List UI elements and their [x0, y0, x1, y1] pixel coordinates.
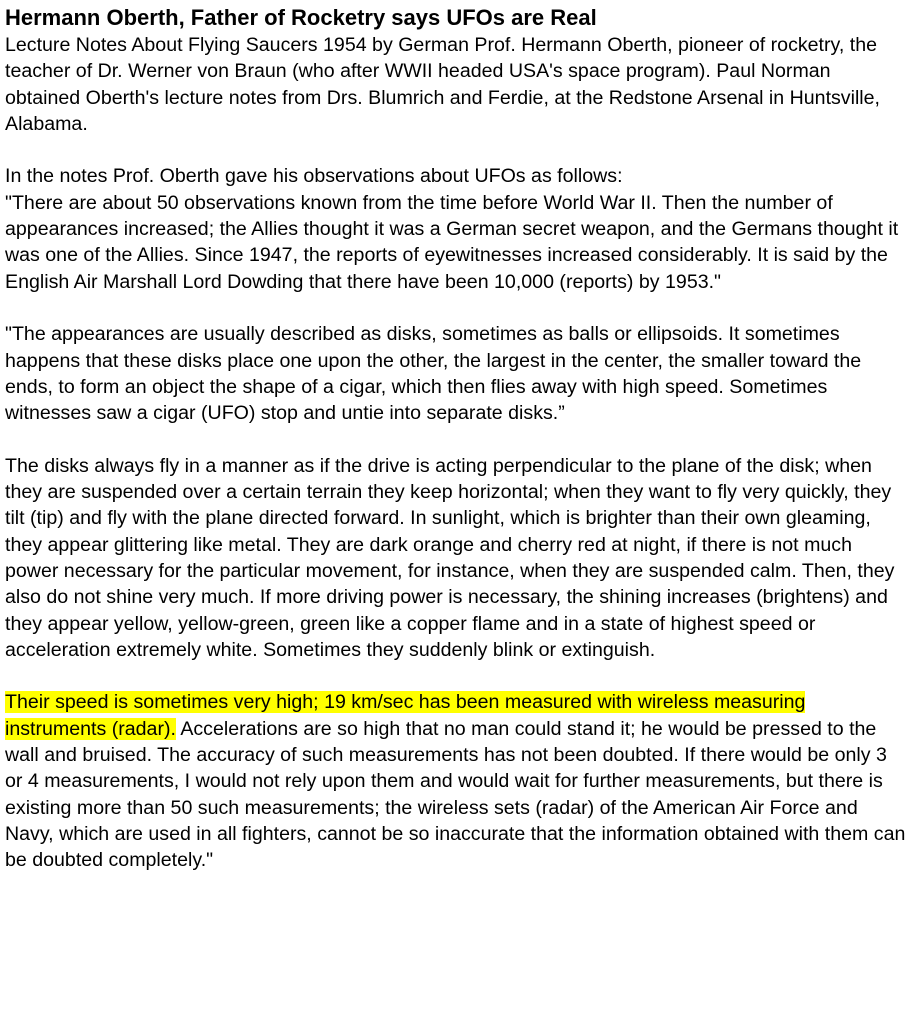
speed-paragraph — [5, 689, 907, 873]
article-title: Hermann Oberth, Father of Rocketry says UFOs are Real — [5, 5, 597, 30]
intro-paragraph: Lecture Notes About Flying Saucers 1954 by German Prof. Hermann Oberth, pioneer of rocketry, the teacher of Dr. Werner von Braun (who after WWII headed USA's space program). Paul Norman obtained Oberth's lecture notes from Drs. Blumrich and Ferdie, at the Redstone Arsenal in Huntsville, Alabama. — [5, 34, 881, 135]
notes-lead-line: In the notes Prof. Oberth gave his observations about UFOs as follows: — [5, 165, 623, 188]
notes-paragraph — [5, 163, 907, 294]
disks-flight-paragraph: The disks always fly in a manner as if the drive is acting perpendicular to the plane of the disk; when they are suspended over a certain terrain they keep horizontal; when they want to fly very quickly, they tilt (tip) and fly with the plane directed forward. In sunlight, which is brighter than their own gleaming, they appear glittering like metal. They are dark orange and cherry red at night, if there is not much power necessary for the particular movement, for instance, when they are suspended calm. Then, they also do not shine very much. If more driving power is necessary, the shining increases (brightens) and they appear yellow, yellow-green, green like a copper flame and in a state of highest speed or acceleration extremely white. Sometimes they suddenly blink or extinguish. — [5, 454, 895, 661]
notes-quote: "There are about 50 observations known from the time before World War II. Then the number of appearances increased; the Allies thought it was a German secret weapon, and the Germans thought it was one of the Allies. Since 1947, the reports of eyewitnesses increased considerably. It is said by the English Air Marshall Lord Dowding that there have been 10,000 (reports) by 1953." — [5, 191, 899, 293]
appearances-paragraph: "The appearances are usually described as disks, sometimes as balls or ellipsoids. It sometimes happens that these disks place one upon the other, the largest in the center, the smaller toward the ends, to form an object the shape of a cigar, which then flies away with high speed. Sometimes witnesses saw a cigar (UFO) stop and untie into separate disks.” — [5, 323, 862, 425]
highlighted-speed-text: Their speed is sometimes very high; 19 km/sec has been measured with wireless measuring instruments (radar). — [5, 691, 806, 740]
speed-paragraph-rest: Accelerations are so high that no man could stand it; he would be pressed to the wall and bruised. The accuracy of such measurements has not been doubted. If there would be only 3 or 4 measurements, I would not rely upon them and would wait for further measurements, but there is existing more than 50 such measurements; the wireless sets (radar) of the American Air Force and Navy, which are used in all fighters, cannot be so inaccurate that the information obtained with them can be doubted completely." — [5, 717, 906, 872]
